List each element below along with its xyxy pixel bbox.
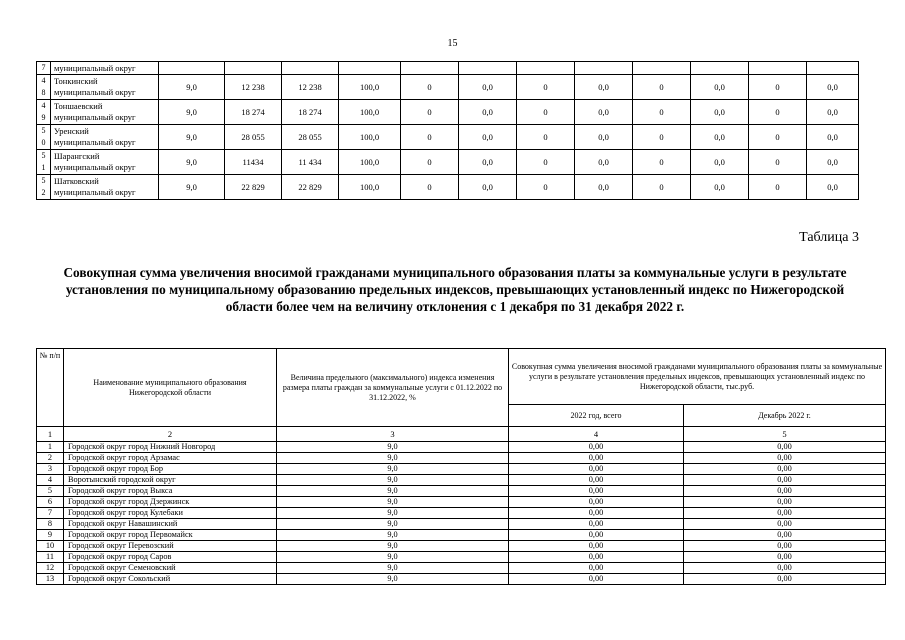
row-number-part: 5 (41, 151, 46, 160)
index-value: 9,0 (277, 497, 509, 508)
row-number: 12 (37, 563, 64, 574)
year-total-value: 0,00 (509, 475, 684, 486)
index-value: 9,0 (277, 552, 509, 563)
table-cell: 0,0 (691, 175, 749, 200)
table-cell: 0 (401, 175, 459, 200)
table-row (37, 453, 886, 464)
table-cell: 0,0 (575, 100, 633, 125)
table-cell: 0 (749, 125, 807, 150)
december-value: 0,00 (684, 464, 886, 475)
index-value: 9,0 (277, 442, 509, 453)
header-municipality: Наименование муниципального образования Нижегородской области (64, 349, 277, 427)
december-value: 0,00 (684, 574, 886, 585)
table-cell: 0 (401, 125, 459, 150)
year-total-value: 0,00 (509, 552, 684, 563)
table-title: Совокупная сумма увеличения вносимой гражданами муниципального образования платы за коммунальные услуги в результате установления по муниципальному образованию предельных индексов, превышающих установленный индекс по Нижегородской области более чем на величину отклонения с 1 декабря по 31 декабря 2022 г. (63, 265, 847, 314)
december-value: 0,00 (684, 563, 886, 574)
table-cell: 0,0 (459, 150, 517, 175)
table-cell: 0 (517, 150, 575, 175)
header-index: Величина предельного (максимального) индекса изменения размера платы граждан за коммунальные услуги с 01.12.2022 по 31.12.2022, % (277, 349, 509, 427)
december-value: 0,00 (684, 475, 886, 486)
table-cell (459, 62, 517, 75)
row-number-part: 8 (41, 88, 46, 97)
table-cell: 28 055 (225, 125, 282, 150)
table-cell: 0,0 (459, 175, 517, 200)
municipality-name (51, 75, 159, 100)
table-label: Таблица 3 (799, 230, 859, 245)
table-cell: 0,0 (691, 100, 749, 125)
table-cell (575, 62, 633, 75)
table-cell: 100,0 (339, 175, 401, 200)
year-total-value: 0,00 (509, 497, 684, 508)
table-cell: 0 (401, 150, 459, 175)
name-line: муниципальный округ (54, 112, 136, 122)
name-line: Тонкинский (54, 76, 98, 86)
municipality-name (51, 100, 159, 125)
table-row (37, 497, 886, 508)
table-row (37, 519, 886, 530)
table-cell: 0,0 (459, 75, 517, 100)
table-cell: 0 (401, 100, 459, 125)
table-row (37, 125, 859, 150)
index-value: 9,0 (277, 486, 509, 497)
december-value: 0,00 (684, 453, 886, 464)
table-cell (633, 62, 691, 75)
name-line: Уренский (54, 126, 89, 136)
row-number: 3 (37, 464, 64, 475)
column-number: 2 (64, 427, 277, 442)
municipality-name: Городской округ город Кулебаки (64, 508, 277, 519)
name-line: муниципальный округ (54, 62, 136, 73)
table-cell: 0,0 (691, 150, 749, 175)
table-cell: 0,0 (691, 125, 749, 150)
row-number: 7 (37, 508, 64, 519)
table-row (37, 100, 859, 125)
row-number-part: 4 (41, 76, 46, 85)
municipality-name: Городской округ город Саров (64, 552, 277, 563)
municipality-name: Городской округ город Арзамас (64, 453, 277, 464)
municipality-name: Городской округ Перевозский (64, 541, 277, 552)
table-row (37, 563, 886, 574)
table-cell: 12 238 (225, 75, 282, 100)
column-number: 4 (509, 427, 684, 442)
table-cell: 11 434 (282, 150, 339, 175)
table-cell: 0 (401, 75, 459, 100)
year-total-value: 0,00 (509, 563, 684, 574)
table-cell: 0,0 (575, 75, 633, 100)
table-cell (401, 62, 459, 75)
table-row (37, 508, 886, 519)
header-number: № п/п (37, 349, 64, 427)
column-number: 3 (277, 427, 509, 442)
municipality-name (51, 125, 159, 150)
table-cell: 9,0 (159, 175, 225, 200)
row-number (37, 175, 51, 200)
municipality-name: Городской округ город Выкса (64, 486, 277, 497)
table-cell: 9,0 (159, 125, 225, 150)
december-value: 0,00 (684, 541, 886, 552)
row-number (37, 75, 51, 100)
table-cell: 0,0 (459, 125, 517, 150)
table-cell: 18 274 (282, 100, 339, 125)
table-cell: 0,0 (807, 75, 859, 100)
table-cell: 22 829 (282, 175, 339, 200)
table-cell (807, 62, 859, 75)
year-total-value: 0,00 (509, 530, 684, 541)
table-cell: 0,0 (575, 150, 633, 175)
table-cell: 0,0 (807, 175, 859, 200)
index-value: 9,0 (277, 563, 509, 574)
table-cell: 0 (749, 150, 807, 175)
municipality-name: Городской округ город Нижний Новгород (64, 442, 277, 453)
name-line: муниципальный округ (54, 162, 136, 172)
table-cell: 22 829 (225, 175, 282, 200)
row-number (37, 62, 51, 75)
index-value: 9,0 (277, 530, 509, 541)
row-number-part: 7 (41, 63, 46, 72)
table-cell (225, 62, 282, 75)
table-cell: 0 (517, 125, 575, 150)
municipality-name: Городской округ город Дзержинск (64, 497, 277, 508)
municipality-name (51, 150, 159, 175)
row-number-part: 4 (41, 101, 46, 110)
header-total-sum: Совокупная сумма увеличения вносимой гражданами муниципального образования платы за коммунальные услуги в результате установления предельных индексов, превышающих установленный индекс по Нижегородской области, тыс.руб. (509, 349, 886, 405)
table-cell: 18 274 (225, 100, 282, 125)
continuation-table (36, 61, 859, 200)
name-line: Шатковский (54, 176, 99, 186)
year-total-value: 0,00 (509, 464, 684, 475)
row-number-part: 5 (41, 126, 46, 135)
name-line: муниципальный округ (54, 137, 136, 147)
index-value: 9,0 (277, 508, 509, 519)
index-value: 9,0 (277, 475, 509, 486)
column-number: 1 (37, 427, 64, 442)
table-cell: 100,0 (339, 125, 401, 150)
year-total-value: 0,00 (509, 574, 684, 585)
row-number-part: 2 (41, 188, 46, 197)
row-number-part: 1 (41, 163, 46, 172)
index-value: 9,0 (277, 453, 509, 464)
table-cell: 0,0 (807, 150, 859, 175)
table-cell: 0 (749, 75, 807, 100)
table-cell: 0 (633, 75, 691, 100)
table-row (37, 175, 859, 200)
table-cell (517, 62, 575, 75)
table-row (37, 486, 886, 497)
municipality-name: Городской округ Сокольский (64, 574, 277, 585)
year-total-value: 0,00 (509, 508, 684, 519)
name-line: муниципальный округ (54, 187, 136, 197)
row-number: 5 (37, 486, 64, 497)
table-cell: 100,0 (339, 100, 401, 125)
row-number (37, 125, 51, 150)
table-cell: 9,0 (159, 150, 225, 175)
row-number-part: 9 (41, 113, 46, 122)
table-cell: 12 238 (282, 75, 339, 100)
table-row (37, 552, 886, 563)
index-value: 9,0 (277, 574, 509, 585)
municipality-name (51, 62, 159, 75)
table-cell: 0 (517, 75, 575, 100)
december-value: 0,00 (684, 497, 886, 508)
table-cell (749, 62, 807, 75)
row-number: 1 (37, 442, 64, 453)
table-cell: 0 (517, 175, 575, 200)
main-table (36, 348, 886, 585)
table-cell: 0,0 (691, 75, 749, 100)
table-cell: 100,0 (339, 75, 401, 100)
table-cell: 0 (633, 125, 691, 150)
table-cell: 0 (517, 100, 575, 125)
municipality-name: Городской округ Семеновский (64, 563, 277, 574)
december-value: 0,00 (684, 442, 886, 453)
name-line: Тоншаевский (54, 101, 103, 111)
row-number: 13 (37, 574, 64, 585)
table-row (37, 530, 886, 541)
table-cell: 28 055 (282, 125, 339, 150)
year-total-value: 0,00 (509, 442, 684, 453)
row-number: 2 (37, 453, 64, 464)
year-total-value: 0,00 (509, 541, 684, 552)
index-value: 9,0 (277, 519, 509, 530)
table-cell (282, 62, 339, 75)
name-line: муниципальный округ (54, 87, 136, 97)
row-number: 8 (37, 519, 64, 530)
row-number: 4 (37, 475, 64, 486)
table-cell: 11434 (225, 150, 282, 175)
table-row (37, 62, 859, 75)
december-value: 0,00 (684, 530, 886, 541)
table-cell: 0,0 (575, 125, 633, 150)
row-number: 6 (37, 497, 64, 508)
table-cell: 0 (749, 175, 807, 200)
municipality-name: Городской округ город Первомайск (64, 530, 277, 541)
row-number-part: 0 (41, 138, 46, 147)
header-december: Декабрь 2022 г. (684, 405, 886, 427)
header-year-total: 2022 год, всего (509, 405, 684, 427)
year-total-value: 0,00 (509, 519, 684, 530)
table-row (37, 442, 886, 453)
row-number (37, 150, 51, 175)
row-number: 10 (37, 541, 64, 552)
table-cell (159, 62, 225, 75)
table-cell: 0 (633, 150, 691, 175)
year-total-value: 0,00 (509, 486, 684, 497)
table-row (37, 475, 886, 486)
index-value: 9,0 (277, 464, 509, 475)
municipality-name: Городской округ город Бор (64, 464, 277, 475)
column-number: 5 (684, 427, 886, 442)
row-number-part: 5 (41, 176, 46, 185)
table-cell: 0 (633, 100, 691, 125)
table-row (37, 541, 886, 552)
table-cell: 0 (749, 100, 807, 125)
year-total-value: 0,00 (509, 453, 684, 464)
table-cell: 9,0 (159, 100, 225, 125)
table-cell (691, 62, 749, 75)
name-line: Шарангский (54, 151, 100, 161)
table-cell: 0,0 (575, 175, 633, 200)
december-value: 0,00 (684, 486, 886, 497)
row-number: 11 (37, 552, 64, 563)
december-value: 0,00 (684, 552, 886, 563)
table-cell: 0,0 (459, 100, 517, 125)
municipality-name: Воротынский городской округ (64, 475, 277, 486)
page-number: 15 (447, 38, 458, 49)
table-row (37, 574, 886, 585)
table-cell: 100,0 (339, 150, 401, 175)
index-value: 9,0 (277, 541, 509, 552)
municipality-name: Городской округ Навашинский (64, 519, 277, 530)
municipality-name (51, 175, 159, 200)
table-cell: 9,0 (159, 75, 225, 100)
table-cell: 0 (633, 175, 691, 200)
table-row (37, 464, 886, 475)
table-cell: 0,0 (807, 100, 859, 125)
row-number: 9 (37, 530, 64, 541)
row-number (37, 100, 51, 125)
december-value: 0,00 (684, 508, 886, 519)
table-row (37, 75, 859, 100)
table-cell (339, 62, 401, 75)
december-value: 0,00 (684, 519, 886, 530)
table-cell: 0,0 (807, 125, 859, 150)
table-row (37, 150, 859, 175)
